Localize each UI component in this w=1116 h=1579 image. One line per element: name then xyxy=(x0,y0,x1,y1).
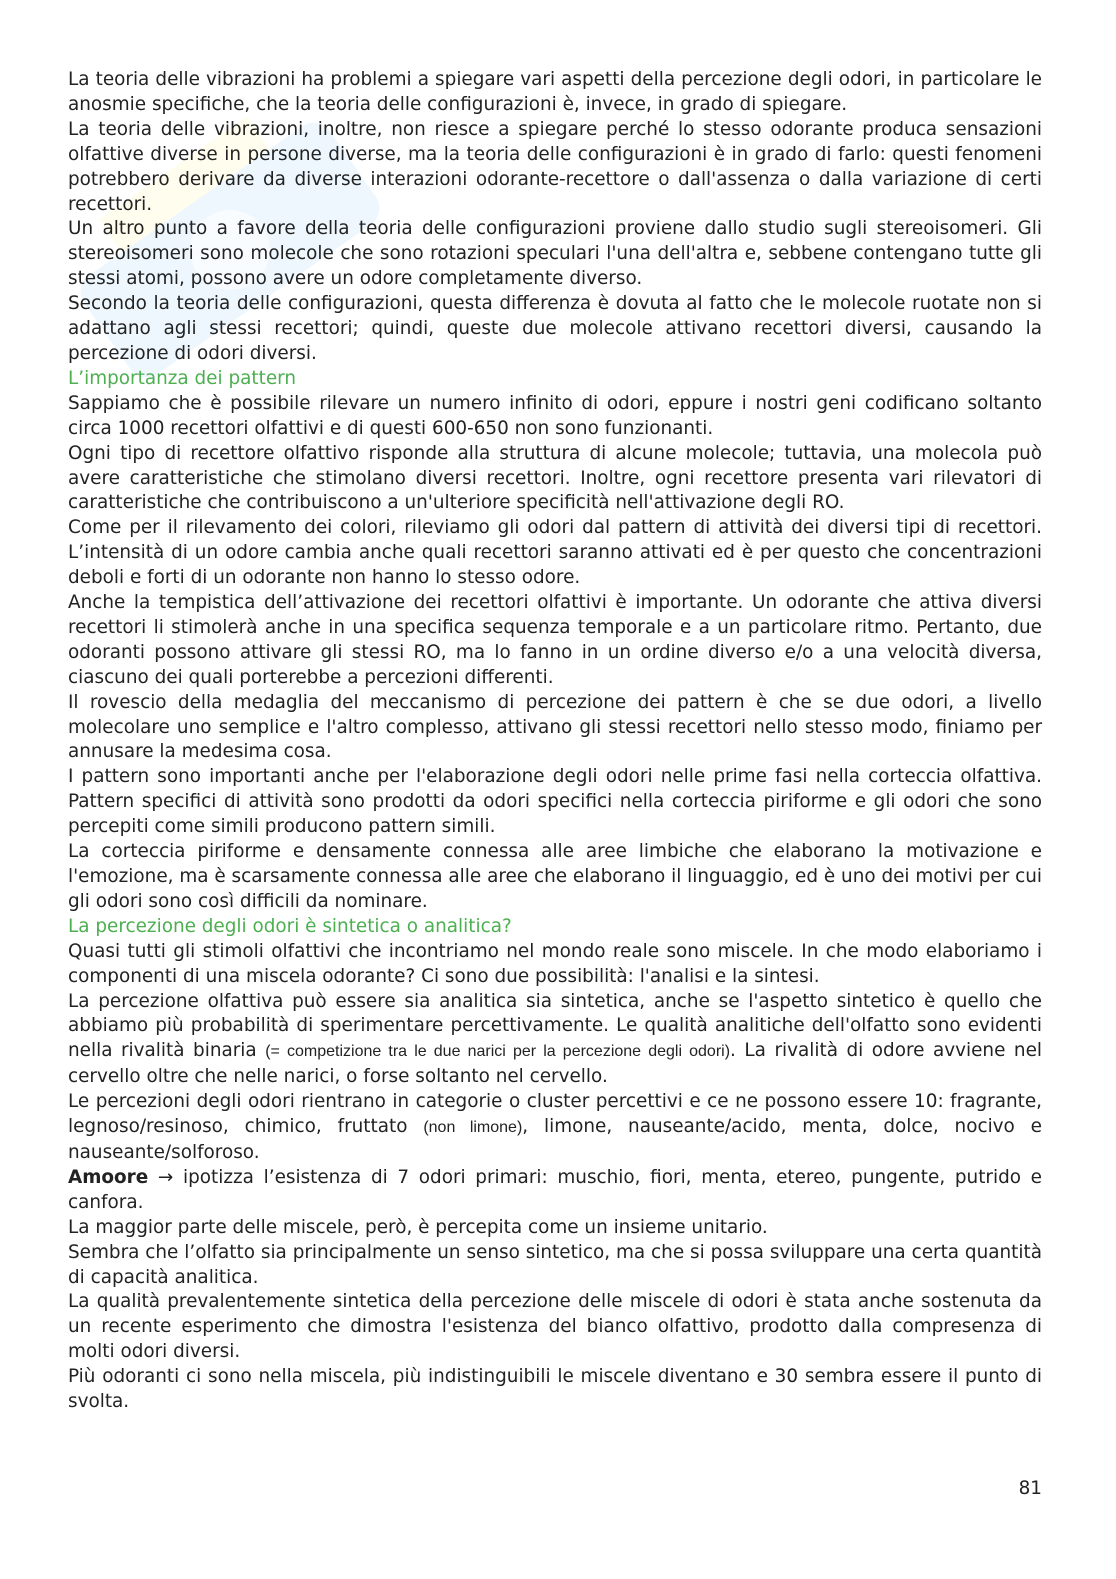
paragraph xyxy=(68,1090,1042,1166)
paragraph: Un altro punto a favore della teoria delle configurazioni proviene dallo studio sugli stereoisomeri. Gli stereoisomeri sono molecole che sono rotazioni speculari l'una dell'altra e, sebbene contengano tutte gli stessi atomi, possono avere un odore completamente diverso. xyxy=(68,218,1042,290)
text-run: . La rivalità di odore avviene nel cervello oltre che nelle narici, o forse soltanto nel cervello. xyxy=(68,1040,1043,1088)
text-run: Le percezioni degli odori rientrano in categorie o cluster percettivi e ce ne possono essere 10: fragrante, legnoso/resinoso, chimico, fruttato xyxy=(68,1091,1042,1138)
parenthetical-note: (= competizione tra le due narici per la percezione degli odori) xyxy=(265,1043,731,1061)
paragraph: I pattern sono importanti anche per l'elaborazione degli odori nelle prime fasi nella corteccia olfattiva. Pattern specifici di attività sono prodotti da odori specifici nella corteccia piriforme e gli odori che sono percepiti come simili producono pattern simili. xyxy=(68,766,1042,838)
paragraph: La qualità prevalentemente sintetica della percezione delle miscele di odori è stata anche sostenuta da un recente esperimento che dimostra l'esistenza del bianco olfattivo, prodotto dalla compresenza di molti odori diversi. xyxy=(68,1291,1042,1363)
paragraph: Più odoranti ci sono nella miscela, più indistinguibili le miscele diventano e 30 sembra essere il punto di svolta. xyxy=(68,1366,1042,1413)
paragraph xyxy=(68,990,1042,1091)
text-run: , limone, nauseante/acido, menta, dolce, nocivo e nauseante/solforoso. xyxy=(68,1116,1042,1163)
section-heading: La percezione degli odori è sintetica o analitica? xyxy=(68,915,512,937)
text-run: La percezione olfattiva può essere sia analitica sia sintetica, anche se l'aspetto sintetico è quello che abbiamo più probabilità di sperimentare percettivamente. Le qualità analitiche dell'olfatto sono evidenti nella rivalità binaria xyxy=(68,990,1042,1062)
paragraph: La maggior parte delle miscele, però, è percepita come un insieme unitario. xyxy=(68,1216,768,1238)
paragraph: Sappiamo che è possibile rilevare un numero infinito di odori, eppure i nostri geni codificano soltanto circa 1000 recettori olfattivi e di questi 600-650 non sono funzionanti. xyxy=(68,392,1042,439)
text-run: ipotizza l’esistenza di 7 odori primari: muschio, fiori, menta, etereo, pungente, putrido e canfora. xyxy=(68,1166,1042,1213)
paragraph: La corteccia piriforme e densamente connessa alle aree limbiche che elaborano la motivazione e l'emozione, ma è scarsamente connessa alle aree che elaborano il linguaggio, ed è uno dei motivi per cui gli odori sono così difficili da nominare. xyxy=(68,841,1042,912)
paragraph: La teoria delle vibrazioni, inoltre, non riesce a spiegare perché lo stesso odorante produca sensazioni olfattive diverse in persone diverse, ma la teoria delle configurazioni è in grado di farlo: questi fenomeni potrebbero derivare da diverse interazioni odorante-recettore o dall'assenza o dalla variazione di certi recettori. xyxy=(68,118,1042,215)
main-text xyxy=(68,68,1042,1415)
paragraph: Anche la tempistica dell’attivazione dei recettori olfattivi è importante. Un odorante che attiva diversi recettori li stimolerà anche in una specifica sequenza temporale e a un particolare ritmo. Pertanto, due odoranti possono attivare gli stessi RO, ma lo fanno in un ordine diverso e/o a una velocità diversa, ciascuno dei quali porterebbe a percezioni differenti. xyxy=(68,592,1042,688)
arrow-icon: → xyxy=(157,1166,174,1188)
section-heading: L’importanza dei pattern xyxy=(68,367,297,389)
paragraph: Il rovescio della medaglia del meccanismo di percezione dei pattern è che se due odori, a livello molecolare uno semplice e l'altro complesso, attivano gli stessi recettori nello stesso modo, finiamo per annusare la medesima cosa. xyxy=(68,691,1042,763)
paragraph: Quasi tutti gli stimoli olfattivi che incontriamo nel mondo reale sono miscele. In che modo elaboriamo i componenti di una miscela odorante? Ci sono due possibilità: l'analisi e la sintesi. xyxy=(68,940,1042,987)
paragraph: Come per il rilevamento dei colori, rileviamo gli odori dal pattern di attività dei diversi tipi di recettori. L’intensità di un odore cambia anche quali recettori saranno attivati ed è per questo che concentrazioni deboli e forti di un odorante non hanno lo stesso odore. xyxy=(68,517,1042,589)
page-number: 81 xyxy=(1018,1478,1042,1499)
paragraph xyxy=(68,1166,1042,1216)
author-name: Amoore xyxy=(68,1166,149,1188)
paragraph: Secondo la teoria delle configurazioni, questa differenza è dovuta al fatto che le molecole ruotate non si adattano agli stessi recettori; quindi, queste due molecole attivano recettori diversi, causando la percezione di odori diversi. xyxy=(68,293,1042,364)
parenthetical-note: (non limone) xyxy=(423,1119,523,1137)
paragraph: Sembra che l’olfatto sia principalmente un senso sintetico, ma che si possa sviluppare una certa quantità di capacità analitica. xyxy=(68,1241,1042,1288)
paragraph: Ogni tipo di recettore olfattivo risponde alla struttura di alcune molecole; tuttavia, una molecola può avere caratteristiche che stimolano diversi recettori. Inoltre, ogni recettore presenta vari rilevatori di caratteristiche che contribuiscono a un'ulteriore specificità nell'attivazione degli RO. xyxy=(68,442,1042,514)
paragraph: La teoria delle vibrazioni ha problemi a spiegare vari aspetti della percezione degli odori, in particolare le anosmie specifiche, che la teoria delle configurazioni è, invece, in grado di spiegare. xyxy=(68,69,1042,115)
